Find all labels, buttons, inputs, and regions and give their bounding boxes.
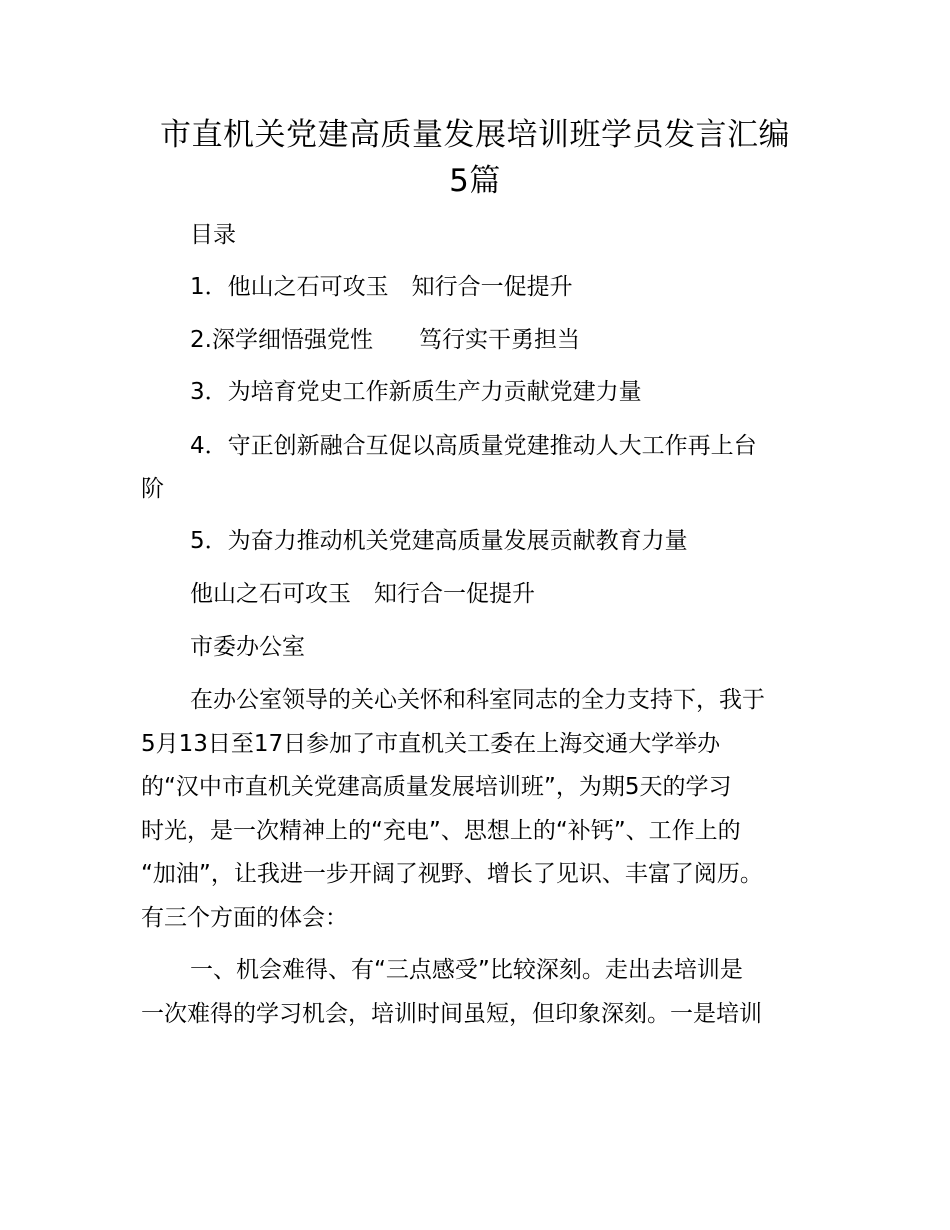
toc-item-3: 3．为培育党史工作新质生产力贡献党建力量 [190,379,642,405]
paragraph-1-line-5: “加油”，让我进一步开阔了视野、增长了见识、丰富了阅历。 [141,861,763,887]
paragraph-1-line-1: 在办公室领导的关心关怀和科室同志的全力支持下，我于 [190,687,765,713]
paragraph-2-line-1: 一、机会难得、有“三点感受”比较深刻。走出去培训是 [190,957,743,983]
toc-item-4: 4．守正创新融合互促以高质量党建推动人大工作再上台 [190,433,757,459]
toc-item-2: 2.深学细悟强党性 笃行实干勇担当 [190,327,580,353]
toc-item-5: 5．为奋力推动机关党建高质量发展贡献教育力量 [190,528,688,554]
title-line-1: 市直机关党建高质量发展培训班学员发言汇编 [160,117,790,153]
paragraph-1-line-4: 时光，是一次精神上的“充电”、思想上的“补钙”、工作上的 [141,818,741,844]
toc-item-1: 1．他山之石可攻玉 知行合一促提升 [190,274,573,300]
title-line-2: 5篇 [449,163,501,199]
document-title [100,112,850,204]
section-title: 他山之石可攻玉 知行合一促提升 [190,581,535,607]
paragraph-1-line-3: 的“汉中市直机关党建高质量发展培训班”，为期5天的学习 [141,774,732,800]
paragraph-2-line-2: 一次难得的学习机会，培训时间虽短，但印象深刻。一是培训 [141,1001,762,1027]
paragraph-1-line-2: 5月13日至17日参加了市直机关工委在上海交通大学举办 [141,731,721,757]
toc-heading: 目录 [190,222,236,248]
author-line: 市委办公室 [190,634,305,660]
toc-item-4-continued: 阶 [141,476,164,502]
paragraph-1-line-6: 有三个方面的体会： [141,905,348,931]
